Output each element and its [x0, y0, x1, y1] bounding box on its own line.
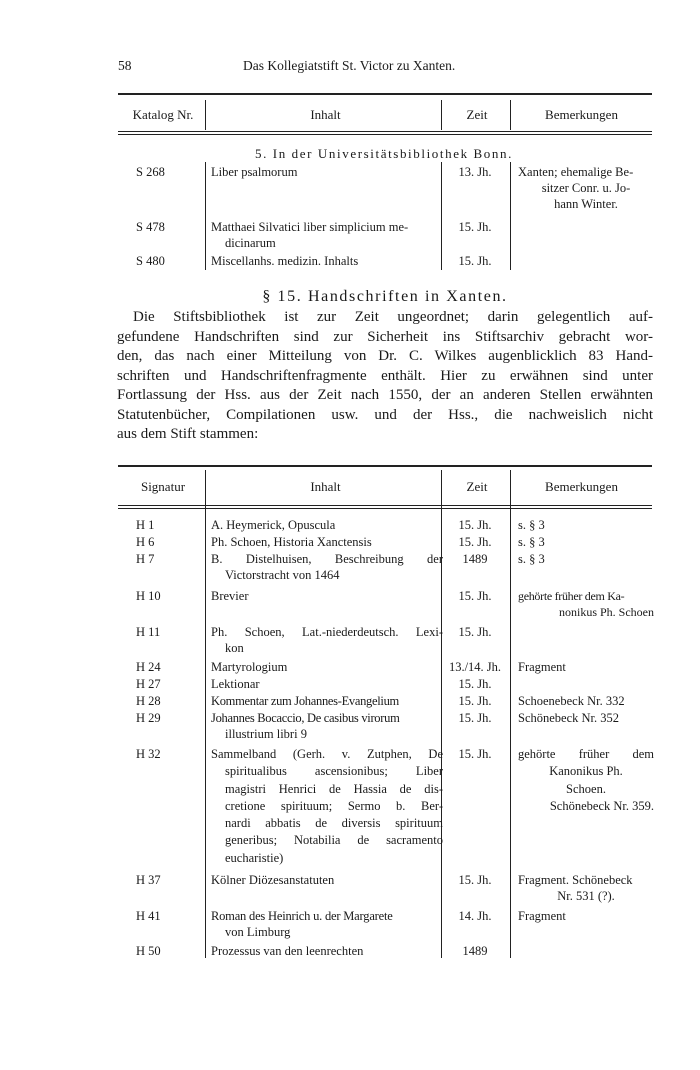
bemerkung-line: s. § 3 [518, 535, 545, 549]
zeit: 13./14. Jh. [448, 660, 502, 674]
table2-header-signatur: Signatur [140, 479, 186, 494]
inhalt-line: kon [225, 641, 244, 655]
katalog-nr: S 480 [136, 254, 165, 268]
paragraph-line: den, das nach einer Mitteilung von Dr. C. Wilkes augenblicklich 83 Hand- [117, 348, 653, 364]
bemerkung-line: sitzer Conr. u. Jo- [541, 181, 631, 195]
inhalt-line: nardi abbatis de diversis spirituum [225, 816, 443, 831]
zeit: 15. Jh. [458, 589, 492, 603]
zeit: 15. Jh. [458, 518, 492, 532]
signatur: H 29 [136, 711, 161, 725]
table1-header-inhalt: Inhalt [310, 107, 341, 122]
inhalt-line: eucharistie) [225, 850, 284, 865]
table1-header-katalog: Katalog Nr. [132, 107, 194, 122]
signatur: H 28 [136, 694, 161, 708]
inhalt-line: Ph. Schoen, Lat.-niederdeutsch. Lexi- [211, 625, 443, 639]
inhalt-line: Sammelband (Gerh. v. Zutphen, De [211, 747, 443, 761]
bemerkung-line: Fragment [518, 909, 566, 923]
inhalt-line: Victorstracht von 1464 [225, 568, 340, 582]
inhalt-line: B. Distelhuisen, Beschreibung der [211, 552, 443, 566]
inhalt-line: A. Heymerick, Opuscula [211, 518, 336, 532]
zeit: 15. Jh. [458, 694, 492, 708]
table1-sep [205, 100, 206, 130]
table1-sep [510, 162, 511, 270]
katalog-nr: S 268 [136, 165, 165, 179]
inhalt-line: Kommentar zum Johannes-Evangelium [211, 694, 399, 708]
signatur: H 24 [136, 660, 161, 674]
table2-header-rule [118, 505, 652, 506]
inhalt-line: Johannes Bocaccio, De casibus virorum [211, 711, 400, 725]
zeit: 15. Jh. [458, 747, 492, 761]
running-title: Das Kollegiatstift St. Victor zu Xanten. [243, 58, 456, 73]
signatur: H 6 [136, 535, 155, 549]
inhalt-line: Ph. Schoen, Historia Xanctensis [211, 535, 372, 549]
bemerkung-line: s. § 3 [518, 518, 545, 532]
inhalt-line: Roman des Heinrich u. der Margarete [211, 909, 393, 923]
bemerkung-line: gehörte früher dem [518, 747, 654, 761]
bemerkung-line: Kanonikus Ph. [549, 764, 623, 779]
bemerkung-line: Schoen. [566, 781, 606, 796]
page-number: 58 [118, 58, 132, 73]
table2-header-inhalt: Inhalt [310, 479, 341, 494]
bemerkung-line: gehörte früher dem Ka- [518, 589, 625, 603]
bemerkung-line: Xanten; ehemalige Be- [518, 165, 634, 179]
zeit: 15. Jh. [458, 535, 492, 549]
zeit: 15. Jh. [458, 625, 492, 639]
table2-header-zeit: Zeit [466, 479, 488, 494]
table1-header-zeit: Zeit [466, 107, 488, 122]
bemerkung-line: Fragment. Schönebeck [518, 873, 633, 887]
paragraph-line: Fortlassung der Hss. aus der Zeit nach 1550, der an anderen Stellen erwähnten [117, 387, 653, 403]
katalog-nr: S 478 [136, 220, 165, 234]
inhalt-line: spiritualibus ascensionibus; Liber [225, 764, 443, 779]
table2-header-bemerkungen: Bemerkungen [545, 479, 618, 494]
bemerkung-line: Fragment [518, 660, 566, 674]
inhalt-line: Kölner Diözesanstatuten [211, 873, 335, 887]
zeit: 1489 [462, 944, 488, 958]
inhalt-line: Prozessus van den leenrechten [211, 944, 364, 958]
signatur: H 50 [136, 944, 161, 958]
table2-sep [205, 470, 206, 958]
bemerkung-line: Schoenebeck Nr. 332 [518, 694, 625, 708]
bemerkung-line: hann Winter. [554, 197, 618, 211]
zeit: 15. Jh. [458, 711, 492, 725]
inhalt-line: Lektionar [211, 677, 260, 691]
signatur: H 11 [136, 625, 161, 639]
table1-header-rule [118, 131, 652, 132]
table1-sep [510, 100, 511, 130]
running-header [118, 58, 652, 74]
inhalt-line: Matthaei Silvatici liber simplicium me- [211, 220, 409, 234]
zeit: 15. Jh. [458, 220, 492, 234]
bemerkung-line: nonikus Ph. Schoen [558, 605, 654, 619]
table2-sep [510, 470, 511, 958]
table1-caption: 5. In der Universitätsbibliothek Bonn. [255, 146, 513, 161]
zeit: 13. Jh. [458, 165, 492, 179]
bemerkung-line: Schönebeck Nr. 352 [518, 711, 620, 725]
bemerkung-line: Nr. 531 (?). [557, 889, 615, 903]
signatur: H 41 [136, 909, 161, 923]
table2-header-rule-double [118, 508, 652, 509]
bemerkung-line: Schönebeck Nr. 359. [549, 798, 654, 813]
signatur: H 7 [136, 552, 155, 566]
signatur: H 1 [136, 518, 155, 532]
inhalt-line: von Limburg [225, 925, 291, 939]
inhalt-line: illustrium libri 9 [225, 727, 307, 741]
inhalt-line: Brevier [211, 589, 249, 603]
inhalt-line: Liber psalmorum [211, 165, 298, 179]
bemerkung-line: s. § 3 [518, 552, 545, 566]
paragraph-line: schriften und Handschriftenfragmente enthält. Hier zu erwähnen sind unter [117, 367, 653, 384]
table1-header-rule-double [118, 134, 652, 135]
zeit: 15. Jh. [458, 677, 492, 691]
table2-top-rule [118, 465, 652, 467]
table1-sep [441, 100, 442, 130]
table1-sep [205, 162, 206, 270]
paragraph-line: aus dem Stift stammen: [117, 426, 259, 442]
zeit: 14. Jh. [458, 909, 492, 923]
paragraph-line: Statutenbücher, Compilationen usw. und der Hss., die nachweislich nicht [117, 406, 653, 423]
signatur: H 27 [136, 677, 161, 691]
signatur: H 10 [136, 589, 161, 603]
signatur: H 37 [136, 873, 161, 887]
signatur: H 32 [136, 747, 161, 761]
zeit: 15. Jh. [458, 873, 492, 887]
paragraph-line: gefundene Handschriften sind zur Sicherheit ins Stiftsarchiv gebracht wor- [117, 328, 653, 345]
inhalt-line: dicinarum [225, 236, 276, 250]
zeit: 1489 [462, 552, 488, 566]
section-title: § 15. Handschriften in Xanten. [262, 288, 508, 305]
section-paragraph [117, 308, 653, 445]
inhalt-line: Martyrologium [211, 660, 288, 674]
inhalt-line: cretione spirituum; Sermo b. Ber- [225, 798, 443, 813]
inhalt-line: generibus; Notabilia de sacramento [225, 833, 443, 848]
inhalt-line: Miscellanhs. medizin. Inhalts [211, 254, 359, 268]
table1-top-rule [118, 93, 652, 95]
table1-header-bemerkungen: Bemerkungen [545, 107, 618, 122]
paragraph-line: Die Stiftsbibliothek ist zur Zeit ungeordnet; darin gelegentlich auf- [133, 309, 653, 325]
zeit: 15. Jh. [458, 254, 492, 268]
inhalt-line: magistri Henrici de Hassia de dis- [225, 781, 443, 796]
